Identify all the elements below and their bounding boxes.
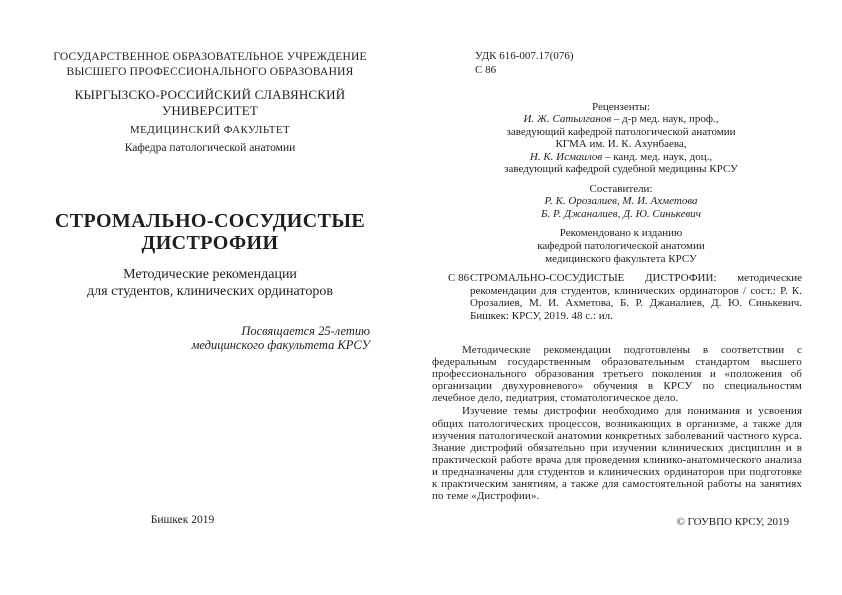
institution-line-1: ГОСУДАРСТВЕННОЕ ОБРАЗОВАТЕЛЬНОЕ УЧРЕЖДЕНИЕ xyxy=(53,51,367,63)
recommendation-line-1: Рекомендовано к изданию xyxy=(559,227,683,239)
bbk-code: С 86 xyxy=(475,63,497,76)
reviewers-heading: Рецензенты: xyxy=(592,101,650,113)
annotation-paragraph-1: Методические рекомендации подготовлены в соответствии с федеральным государственным образовательным стандартом высшего профессионального образования третьего поколения и «положения об организации двухуровневого» обучения в КРСУ по специальностям лечебное дело, педиатрия, стоматологическое дело. xyxy=(432,344,802,405)
book-subtitle xyxy=(40,266,380,300)
reviewer-1-line xyxy=(432,113,810,125)
title-page-header xyxy=(40,50,380,156)
compilers-line-2: Б. Р. Джаналиев, Д. Ю. Синькевич xyxy=(540,207,702,220)
bibliographic-entry-code: С 86 xyxy=(448,272,470,284)
faculty-name: МЕДИЦИНСКИЙ ФАКУЛЬТЕТ xyxy=(129,124,291,136)
reviewer-2-line xyxy=(432,151,810,163)
dedication-line-2: медицинского факультета КРСУ xyxy=(191,338,370,352)
reviewer-2-degrees: – канд. мед. наук, доц., xyxy=(602,150,713,163)
reviewer-1-affiliation: КГМА им. И. К. Ахунбаева, xyxy=(555,138,687,151)
book-title-line-2: ДИСТРОФИИ xyxy=(141,232,279,254)
reviewer-1-degrees: – д-р мед. наук, проф., xyxy=(611,113,719,126)
compilers-block xyxy=(432,183,810,220)
recommendation-block xyxy=(432,227,810,267)
compilers-line-1: Р. К. Орозалиев, М. И. Ахметова xyxy=(544,195,698,208)
udk-number: УДК 616-007.17(076) xyxy=(475,50,574,62)
annotation-block xyxy=(432,344,802,502)
reviewers-block xyxy=(432,101,810,175)
department-name: Кафедра патологической анатомии xyxy=(124,142,296,154)
copyright-notice: © ГОУВПО КРСУ, 2019 xyxy=(676,516,789,528)
dedication xyxy=(120,324,370,352)
bibliographic-description: СТРОМАЛЬНО-СОСУДИСТЫЕ ДИСТРОФИИ: методические рекомендации для студентов, клинических ординаторов / сост.: Р. К. Орозалиев, М. И. Ахметова, Б. Р. Джаналиев, Д. Ю. Синькевич. Бишкек: КРСУ, 2019. 48 с.: ил. xyxy=(470,272,802,322)
book-title-line-1: СТРОМАЛЬНО-СОСУДИСТЫЕ xyxy=(54,210,366,232)
udk-block xyxy=(475,50,574,77)
reviewer-2-position: заведующий кафедрой судебной медицины КРСУ xyxy=(504,163,738,176)
book-subtitle-line-2: для студентов, клинических ординаторов xyxy=(87,284,333,299)
institution-line-2: ВЫСШЕГО ПРОФЕССИОНАЛЬНОГО ОБРАЗОВАНИЯ xyxy=(66,66,354,78)
recommendation-line-2: кафедрой патологической анатомии xyxy=(537,240,705,253)
annotation-paragraph-2: Изучение темы дистрофии необходимо для понимания и усвоения общих патологических процессов, возникающих в организме, а также для изучения патологической анатомии конкретных заболеваний частного курса. Знание дистрофий обязательно при изучении клинических дисциплин и в практической работе врача для проведения клинико-анатомического анализа и предназначены для студентов и клинических ординаторов при подготовке к практическим занятиям, а также для самостоятельной работы на занятиях по теме «Дистрофии». xyxy=(432,405,802,503)
book-title xyxy=(40,210,380,254)
city-year: Бишкек 2019 xyxy=(150,514,215,526)
bibliographic-entry xyxy=(448,272,802,322)
reviewer-1-position: заведующий кафедрой патологической анатомии xyxy=(506,125,736,138)
recommendation-line-3: медицинского факультета КРСУ xyxy=(545,253,697,266)
reviewer-2-name: Н. К. Исмаилов xyxy=(529,150,603,163)
dedication-line-1: Посвящается 25-летию xyxy=(241,324,370,338)
compilers-heading: Составители: xyxy=(589,183,653,195)
book-subtitle-line-1: Методические рекомендации xyxy=(123,267,297,282)
reviewer-1-name: И. Ж. Сатылганов xyxy=(523,113,612,126)
university-name: КЫРГЫЗСКО-РОССИЙСКИЙ СЛАВЯНСКИЙ УНИВЕРСИТЕТ xyxy=(74,87,346,118)
